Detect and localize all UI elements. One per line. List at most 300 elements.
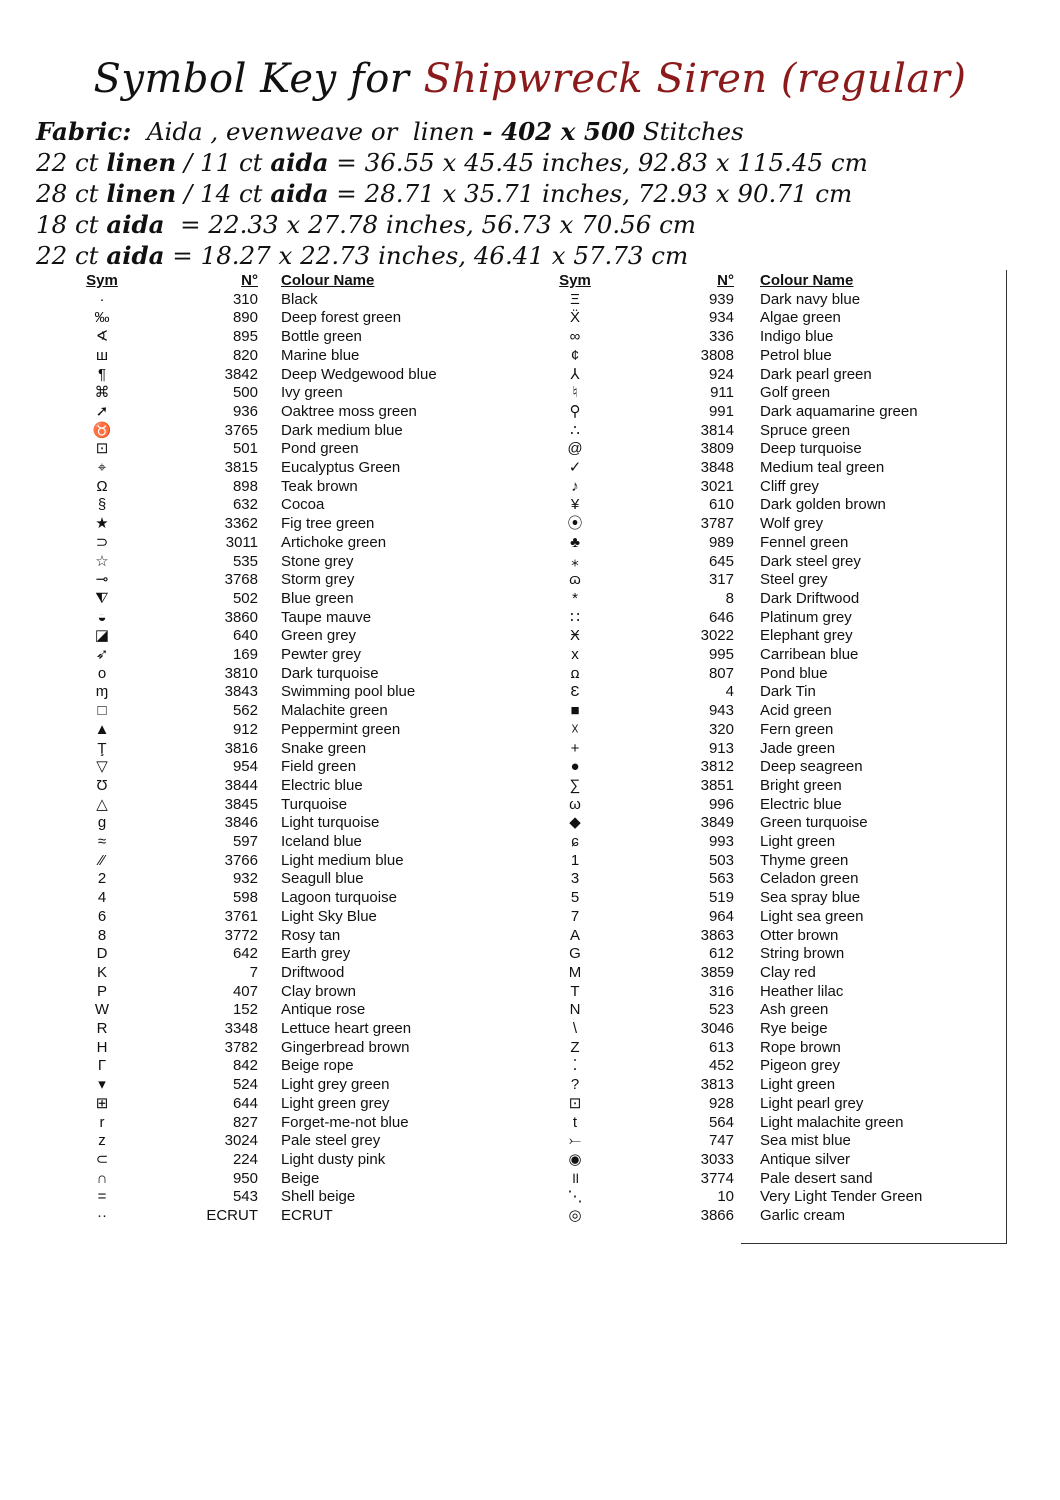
- thread-number-cell: 964: [708, 907, 734, 925]
- colour-name-cell: Sea spray blue: [760, 889, 861, 907]
- thread-number-cell: 523: [708, 1001, 734, 1019]
- colour-name-cell: Swimming pool blue: [281, 683, 416, 701]
- symbol-cell: T: [570, 982, 580, 1000]
- thread-number-cell: 3772: [224, 926, 258, 944]
- colour-name-cell: Light green: [760, 833, 836, 850]
- symbol-cell: ω: [569, 795, 581, 813]
- symbol-cell: Z: [570, 1038, 580, 1056]
- symbol-cell: ∴: [570, 421, 580, 439]
- colour-name-cell: Forget-me-not blue: [281, 1113, 409, 1131]
- symbol-cell: △: [96, 795, 108, 813]
- colour-name-cell: Pale steel grey: [281, 1132, 381, 1150]
- symbol-cell: ▾: [98, 1076, 106, 1094]
- thread-number-cell: 524: [232, 1076, 258, 1094]
- thread-number-cell: 3809: [700, 440, 734, 458]
- colour-name-cell: Cliff grey: [760, 477, 819, 495]
- symbol-cell: 8: [97, 926, 107, 944]
- colour-name-cell: Rye beige: [760, 1020, 828, 1037]
- colour-name-cell: Stone grey: [281, 552, 354, 570]
- colour-name-cell: Light Sky Blue: [281, 907, 377, 925]
- colour-name-cell: Jade green: [760, 739, 836, 757]
- symbol-cell: ▽: [96, 758, 108, 776]
- colour-name-cell: Elephant grey: [760, 627, 853, 645]
- header-colour-name: Colour Name: [760, 272, 854, 289]
- thread-number-cell: 632: [232, 496, 258, 514]
- symbol-cell: M: [568, 963, 582, 981]
- symbol-cell: R: [96, 1020, 108, 1037]
- symbol-cell: 6: [97, 907, 107, 925]
- thread-number-cell: 4: [725, 683, 734, 701]
- colour-name-cell: Fig tree green: [281, 515, 375, 533]
- symbol-cell: ⌘: [94, 384, 110, 402]
- thread-number-cell: 3844: [224, 776, 258, 794]
- colour-name-cell: Light dusty pink: [281, 1150, 386, 1168]
- symbol-cell: 4: [97, 889, 107, 907]
- colour-name-cell: Light grey green: [281, 1076, 390, 1094]
- thread-number-cell: 954: [232, 758, 258, 776]
- header-sym: Sym: [559, 272, 591, 289]
- thread-number-cell: 3348: [224, 1020, 258, 1037]
- thread-number-cell: 613: [708, 1038, 734, 1056]
- symbol-cell: ⊃: [95, 533, 109, 551]
- thread-number-cell: 317: [708, 571, 734, 589]
- symbol-cell: ■: [570, 702, 580, 720]
- thread-number-cell: 564: [708, 1113, 734, 1131]
- colour-name-cell: Light turquoise: [281, 814, 380, 832]
- symbol-cell: ·: [99, 290, 105, 308]
- symbol-cell: ☓: [571, 720, 579, 738]
- colour-name-cell: Light malachite green: [760, 1113, 904, 1131]
- symbol-cell: A: [569, 926, 580, 944]
- symbol-cell: ⧨: [95, 589, 109, 607]
- colour-name-cell: Pond blue: [760, 664, 828, 682]
- colour-name-cell: Sea mist blue: [760, 1132, 851, 1150]
- spec-text: aida: [106, 210, 165, 239]
- colour-name-cell: Gingerbread brown: [281, 1038, 410, 1056]
- symbol-cell: ⊂: [95, 1150, 109, 1168]
- colour-name-cell: Pale desert sand: [760, 1169, 873, 1187]
- thread-number-cell: 502: [232, 589, 258, 607]
- thread-number-cell: 224: [232, 1150, 258, 1168]
- thread-number-cell: 320: [708, 720, 734, 738]
- thread-number-cell: 501: [232, 440, 258, 458]
- symbol-cell: ⁎: [571, 552, 579, 570]
- thread-number-cell: 928: [708, 1094, 734, 1112]
- colour-name-cell: Taupe mauve: [281, 608, 372, 626]
- thread-number-cell: 3024: [224, 1132, 258, 1150]
- symbol-cell: ⋱: [567, 1188, 583, 1206]
- colour-name-cell: Dark steel grey: [760, 552, 861, 570]
- header-number: N°: [241, 272, 258, 289]
- thread-number-cell: 842: [232, 1057, 258, 1075]
- thread-number-cell: 563: [708, 870, 734, 888]
- thread-number-cell: 598: [232, 889, 258, 907]
- colour-name-cell: ECRUT: [281, 1207, 333, 1224]
- colour-name-cell: Antique silver: [760, 1150, 851, 1168]
- colour-name-cell: Fern green: [760, 720, 834, 738]
- thread-number-cell: 989: [708, 533, 734, 551]
- colour-name-cell: Light green grey: [281, 1094, 390, 1112]
- symbol-cell: Ξ: [570, 290, 580, 308]
- thread-number-cell: 3816: [224, 739, 258, 757]
- symbol-cell: W: [94, 1001, 110, 1019]
- symbol-cell: □: [97, 702, 107, 720]
- fabric-specs: [36, 116, 868, 271]
- thread-number-cell: 3812: [700, 758, 734, 776]
- colour-name-cell: Lagoon turquoise: [281, 889, 397, 907]
- colour-name-cell: Dark Driftwood: [760, 589, 860, 607]
- colour-name-cell: Dark pearl green: [760, 365, 872, 383]
- thread-number-cell: 807: [708, 664, 734, 682]
- colour-name-cell: Fennel green: [760, 533, 849, 551]
- colour-name-cell: Ash green: [760, 1001, 829, 1019]
- spec-text: Stitches: [635, 117, 744, 146]
- symbol-cell: ♉: [92, 421, 112, 439]
- symbol-cell: ➚: [95, 402, 109, 420]
- thread-number-cell: 3046: [700, 1020, 734, 1037]
- thread-number-cell: 562: [232, 702, 258, 720]
- symbol-cell: \: [572, 1020, 578, 1037]
- symbol-cell: ɕ: [571, 833, 579, 850]
- symbol-cell: ⊡: [568, 1094, 582, 1112]
- colour-name-cell: Pewter grey: [281, 646, 362, 663]
- spec-text: / 14 ct: [176, 179, 271, 208]
- colour-name-cell: Pond green: [281, 440, 359, 458]
- thread-number-cell: 3022: [700, 627, 734, 645]
- symbol-cell: g: [97, 814, 107, 832]
- symbol-cell: ⦿: [567, 515, 583, 533]
- symbol-cell: z: [98, 1132, 106, 1150]
- symbol-cell: H: [96, 1038, 108, 1056]
- colour-name-cell: Clay red: [760, 963, 816, 981]
- title-prefix: Symbol Key for: [93, 56, 410, 102]
- thread-number-cell: 3849: [700, 814, 734, 832]
- thread-number-cell: 7: [249, 963, 258, 981]
- colour-name-cell: Beige: [281, 1169, 320, 1187]
- thread-number-cell: 912: [232, 720, 258, 738]
- thread-number-cell: 152: [232, 1001, 258, 1019]
- colour-name-cell: Celadon green: [760, 870, 859, 888]
- thread-number-cell: 3845: [224, 795, 258, 813]
- spec-text: = 18.27 x 22.73 inches, 46.41 x 57.73 cm: [164, 241, 689, 270]
- thread-number-cell: 3761: [224, 907, 258, 925]
- colour-name-cell: Dark medium blue: [281, 421, 403, 439]
- symbol-cell: Ʊ: [96, 776, 108, 794]
- symbol-cell: ¶: [97, 365, 107, 383]
- symbol-cell: ॥: [570, 1169, 580, 1187]
- thread-number-cell: 3033: [700, 1150, 734, 1168]
- symbol-cell: ☆: [95, 552, 109, 570]
- thread-number-cell: 995: [708, 646, 734, 663]
- symbol-cell: ➶: [95, 646, 109, 663]
- colour-name-cell: Oaktree moss green: [281, 402, 417, 420]
- thread-number-cell: 3021: [700, 477, 734, 495]
- colour-name-cell: Teak brown: [281, 477, 358, 495]
- colour-name-cell: Dark navy blue: [760, 290, 861, 308]
- thread-number-cell: 993: [708, 833, 734, 850]
- spec-text: Aida , evenweave or linen: [131, 117, 483, 146]
- symbol-cell: ⅄: [570, 365, 580, 383]
- symbol-cell: G: [569, 945, 581, 963]
- colour-name-cell: Bright green: [760, 776, 842, 794]
- page-title: [0, 56, 1060, 102]
- colour-name-cell: Storm grey: [281, 571, 355, 589]
- thread-number-cell: 3848: [700, 459, 734, 476]
- colour-name-cell: Algae green: [760, 309, 841, 327]
- colour-name-cell: Earth grey: [281, 945, 351, 963]
- colour-name-cell: Otter brown: [760, 926, 839, 944]
- symbol-cell: K: [96, 963, 107, 981]
- thread-number-cell: 612: [708, 945, 734, 963]
- colour-name-cell: Artichoke green: [281, 533, 387, 551]
- thread-number-cell: 535: [232, 552, 258, 570]
- thread-number-cell: 996: [708, 795, 734, 813]
- symbol-cell: ∢: [95, 328, 109, 346]
- colour-name-cell: Petrol blue: [760, 346, 832, 364]
- thread-number-cell: 543: [232, 1188, 258, 1206]
- symbol-cell: ∩: [96, 1169, 108, 1187]
- symbol-cell: ♪: [571, 477, 579, 495]
- colour-name-cell: Light sea green: [760, 907, 864, 925]
- symbol-cell: ⊡: [95, 440, 109, 458]
- symbol-cell: ⌖: [97, 459, 107, 476]
- colour-name-cell: Pigeon grey: [760, 1057, 841, 1075]
- spec-text: linen: [106, 148, 177, 177]
- colour-name-cell: Electric blue: [281, 776, 363, 794]
- thread-number-cell: 827: [232, 1113, 258, 1131]
- colour-name-cell: Black: [281, 290, 318, 308]
- header-number: N°: [717, 272, 734, 289]
- thread-number-cell: 3851: [700, 776, 734, 794]
- thread-number-cell: 3866: [700, 1207, 734, 1224]
- colour-name-cell: Platinum grey: [760, 608, 852, 626]
- symbol-cell: Ţ: [97, 739, 107, 757]
- colour-name-cell: Driftwood: [281, 963, 345, 981]
- header-colour-name: Colour Name: [281, 272, 375, 289]
- colour-name-cell: Deep Wedgewood blue: [281, 365, 437, 383]
- symbol-cell: Ẍ: [569, 309, 580, 327]
- thread-number-cell: 3846: [224, 814, 258, 832]
- symbol-cell: D: [96, 945, 108, 963]
- thread-number-cell: 10: [717, 1188, 734, 1206]
- spec-text: Fabric:: [36, 117, 132, 146]
- thread-number-cell: ECRUT: [206, 1207, 258, 1224]
- colour-name-cell: Deep forest green: [281, 309, 402, 327]
- thread-number-cell: 310: [232, 290, 258, 308]
- symbol-cell: 7: [570, 907, 580, 925]
- colour-name-cell: Beige rope: [281, 1057, 354, 1075]
- thread-number-cell: 3362: [224, 515, 258, 533]
- symbol-cell: ‰: [94, 309, 110, 327]
- thread-number-cell: 3768: [224, 571, 258, 589]
- symbol-cell: ★: [95, 515, 109, 533]
- thread-number-cell: 3813: [700, 1076, 734, 1094]
- symbol-cell: =: [97, 1188, 107, 1206]
- symbol-cell: ◉: [568, 1150, 582, 1168]
- symbol-cell: N: [569, 1001, 581, 1019]
- thread-number-cell: 932: [232, 870, 258, 888]
- symbol-cell: t: [572, 1113, 578, 1131]
- colour-name-cell: Deep turquoise: [760, 440, 862, 458]
- colour-name-cell: Antique rose: [281, 1001, 366, 1019]
- spec-text: 22 ct: [36, 148, 107, 177]
- thread-number-cell: 642: [232, 945, 258, 963]
- thread-number-cell: 820: [232, 346, 258, 364]
- symbol-cell: r: [99, 1113, 105, 1131]
- symbol-key-table: [0, 272, 1060, 1272]
- thread-number-cell: 913: [708, 739, 734, 757]
- colour-name-cell: Shell beige: [281, 1188, 356, 1206]
- colour-name-cell: Peppermint green: [281, 720, 401, 738]
- thread-number-cell: 895: [232, 328, 258, 346]
- symbol-cell: 3: [570, 870, 580, 888]
- spec-text: / 11 ct: [176, 148, 271, 177]
- colour-name-cell: Dark turquoise: [281, 664, 379, 682]
- thread-number-cell: 407: [232, 982, 258, 1000]
- colour-name-cell: String brown: [760, 945, 845, 963]
- symbol-cell: ··: [97, 1207, 107, 1224]
- thread-number-cell: 3782: [224, 1038, 258, 1056]
- colour-name-cell: Malachite green: [281, 702, 388, 720]
- symbol-cell: §: [97, 496, 107, 514]
- symbol-cell: ●: [570, 758, 580, 776]
- symbol-cell: Γ: [97, 1057, 107, 1075]
- thread-number-cell: 3863: [700, 926, 734, 944]
- thread-number-cell: 316: [708, 982, 734, 1000]
- symbol-cell: 5: [570, 889, 580, 907]
- spec-line: [36, 178, 868, 209]
- symbol-cell: ⁚: [572, 1057, 578, 1075]
- colour-name-cell: Spruce green: [760, 421, 851, 439]
- thread-number-cell: 503: [708, 851, 734, 869]
- spec-text: 22 ct: [36, 241, 107, 270]
- colour-name-cell: Light green: [760, 1076, 836, 1094]
- thread-number-cell: 939: [708, 290, 734, 308]
- colour-name-cell: Rope brown: [760, 1038, 841, 1056]
- colour-name-cell: Lettuce heart green: [281, 1020, 412, 1037]
- thread-number-cell: 645: [708, 552, 734, 570]
- thread-number-cell: 3787: [700, 515, 734, 533]
- symbol-cell: ɱ: [95, 683, 109, 701]
- symbol-cell: ш: [95, 346, 109, 364]
- colour-name-cell: Dark Tin: [760, 683, 816, 701]
- symbol-cell: 2: [97, 870, 107, 888]
- symbol-cell: ◒: [97, 608, 107, 626]
- thread-number-cell: 644: [232, 1094, 258, 1112]
- symbol-cell: ?: [570, 1076, 580, 1094]
- symbol-cell: ⚲: [569, 402, 581, 420]
- symbol-cell: @: [567, 440, 583, 458]
- thread-number-cell: 991: [708, 402, 734, 420]
- colour-name-cell: Cocoa: [281, 496, 325, 514]
- spec-text: = 22.33 x 27.78 inches, 56.73 x 70.56 cm: [164, 210, 697, 239]
- colour-name-cell: Acid green: [760, 702, 832, 720]
- thread-number-cell: 934: [708, 309, 734, 327]
- colour-name-cell: Very Light Tender Green: [760, 1188, 923, 1206]
- thread-number-cell: 747: [708, 1132, 734, 1150]
- symbol-cell: Ӿ: [569, 627, 580, 645]
- spec-text: = 28.71 x 35.71 inches, 72.93 x 90.71 cm: [328, 179, 853, 208]
- symbol-cell: 1: [570, 851, 580, 869]
- colour-name-cell: Green turquoise: [760, 814, 868, 832]
- colour-name-cell: Light pearl grey: [760, 1094, 864, 1112]
- thread-number-cell: 3815: [224, 459, 258, 476]
- colour-name-cell: Light medium blue: [281, 851, 404, 869]
- colour-name-cell: Ivy green: [281, 384, 343, 402]
- spec-line: [36, 240, 868, 271]
- thread-number-cell: 640: [232, 627, 258, 645]
- colour-name-cell: Snake green: [281, 739, 367, 757]
- thread-number-cell: 597: [232, 833, 258, 850]
- pattern-name: Shipwreck Siren (regular): [423, 56, 967, 102]
- thread-number-cell: 3842: [224, 365, 258, 383]
- symbol-cell: ⁄⁄: [99, 851, 105, 869]
- symbol-cell: ∷: [570, 608, 580, 626]
- symbol-cell: ⊸: [95, 571, 109, 589]
- thread-number-cell: 3814: [700, 421, 734, 439]
- spec-text: 18 ct: [36, 210, 107, 239]
- table-border-right: [1006, 270, 1007, 1244]
- symbol-cell: ≈: [97, 833, 107, 850]
- symbol-cell: ⤚: [568, 1132, 581, 1150]
- colour-name-cell: Marine blue: [281, 346, 360, 364]
- spec-text: aida: [106, 241, 165, 270]
- colour-name-cell: Garlic cream: [760, 1207, 846, 1224]
- symbol-cell: ◎: [568, 1207, 582, 1224]
- colour-name-cell: Iceland blue: [281, 833, 362, 850]
- colour-name-cell: Heather lilac: [760, 982, 844, 1000]
- colour-name-cell: Dark aquamarine green: [760, 402, 918, 420]
- spec-line: [36, 116, 868, 147]
- thread-number-cell: 950: [232, 1169, 258, 1187]
- colour-name-cell: Eucalyptus Green: [281, 459, 401, 476]
- symbol-cell: ∞: [569, 328, 581, 346]
- colour-name-cell: Dark golden brown: [760, 496, 886, 514]
- symbol-cell: ✓: [568, 459, 582, 476]
- symbol-cell: ♮: [572, 384, 578, 402]
- colour-name-cell: Bottle green: [281, 328, 362, 346]
- symbol-cell: ¥: [570, 496, 580, 514]
- colour-name-cell: Electric blue: [760, 795, 842, 813]
- thread-number-cell: 169: [232, 646, 258, 663]
- symbol-cell: Ω: [96, 477, 108, 495]
- symbol-cell: ∑: [569, 776, 581, 794]
- symbol-cell: +: [570, 739, 580, 757]
- thread-number-cell: 610: [708, 496, 734, 514]
- thread-number-cell: 500: [232, 384, 258, 402]
- colour-name-cell: Carribean blue: [760, 646, 859, 663]
- thread-number-cell: 8: [725, 589, 734, 607]
- thread-number-cell: 3766: [224, 851, 258, 869]
- spec-text: 28 ct: [36, 179, 107, 208]
- colour-name-cell: Rosy tan: [281, 926, 341, 944]
- thread-number-cell: 943: [708, 702, 734, 720]
- symbol-cell: ⊞: [95, 1094, 109, 1112]
- symbol-cell: P: [96, 982, 107, 1000]
- thread-number-cell: 3011: [225, 533, 258, 551]
- colour-name-cell: Blue green: [281, 589, 354, 607]
- symbol-cell: *: [572, 589, 578, 607]
- spec-text: = 36.55 x 45.45 inches, 92.83 x 115.45 cm: [328, 148, 868, 177]
- symbol-cell: ♣: [570, 533, 580, 551]
- colour-name-cell: Wolf grey: [760, 515, 824, 533]
- colour-name-cell: Steel grey: [760, 571, 828, 589]
- thread-number-cell: 3774: [700, 1169, 734, 1187]
- colour-name-cell: Seagull blue: [281, 870, 364, 888]
- thread-number-cell: 924: [708, 365, 734, 383]
- colour-name-cell: Medium teal green: [760, 459, 885, 476]
- thread-number-cell: 3810: [224, 664, 258, 682]
